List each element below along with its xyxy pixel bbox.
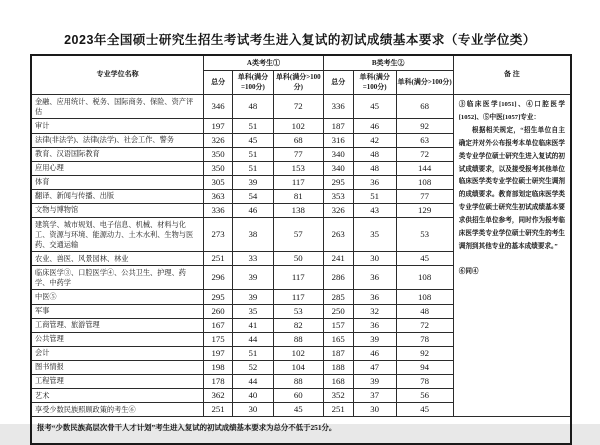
score-cell: 250 <box>323 304 353 318</box>
score-cell: 72 <box>396 147 453 161</box>
remark-note-cell <box>453 95 571 417</box>
score-cell: 197 <box>204 346 233 360</box>
score-cell: 129 <box>396 203 453 217</box>
degree-name-cell: 临床医学③、口腔医学④、公共卫生、护理、药学、中药学 <box>31 266 204 290</box>
score-cell: 251 <box>323 403 353 417</box>
score-cell: 175 <box>204 332 233 346</box>
score-cell: 108 <box>396 175 453 189</box>
score-cell: 260 <box>204 304 233 318</box>
score-cell: 81 <box>273 189 323 203</box>
score-cell: 60 <box>273 389 323 403</box>
score-cell: 362 <box>204 389 233 403</box>
score-cell: 39 <box>353 332 396 346</box>
score-cell: 57 <box>273 218 323 252</box>
score-cell: 350 <box>204 161 233 175</box>
score-cell: 251 <box>204 403 233 417</box>
score-cell: 263 <box>323 218 353 252</box>
page-title: 2023年全国硕士研究生招生考试考生进入复试的初试成绩基本要求（专业学位类） <box>64 33 536 47</box>
degree-name-cell: 翻译、新闻与传播、出版 <box>31 189 204 203</box>
score-cell: 153 <box>273 161 323 175</box>
score-cell: 30 <box>353 252 396 266</box>
score-cell: 138 <box>273 203 323 217</box>
score-table <box>30 54 572 445</box>
table-footnote-row <box>31 417 571 444</box>
header-row-groups <box>31 55 571 71</box>
score-cell: 82 <box>273 318 323 332</box>
score-cell: 30 <box>353 403 396 417</box>
score-cell: 51 <box>353 189 396 203</box>
score-cell: 117 <box>273 175 323 189</box>
score-cell: 88 <box>273 374 323 388</box>
score-cell: 35 <box>232 304 273 318</box>
score-cell: 350 <box>204 147 233 161</box>
score-cell: 336 <box>204 203 233 217</box>
degree-name-cell: 审计 <box>31 119 204 133</box>
score-cell: 38 <box>232 218 273 252</box>
score-cell: 68 <box>273 133 323 147</box>
score-cell: 48 <box>232 95 273 119</box>
score-cell: 198 <box>204 360 233 374</box>
score-cell: 54 <box>232 189 273 203</box>
score-cell: 36 <box>353 266 396 290</box>
degree-name-cell: 会计 <box>31 346 204 360</box>
score-cell: 165 <box>323 332 353 346</box>
score-cell: 51 <box>232 147 273 161</box>
column-header-total-a: 总分 <box>204 71 233 95</box>
score-cell: 78 <box>396 374 453 388</box>
score-cell: 45 <box>396 403 453 417</box>
score-cell: 102 <box>273 346 323 360</box>
score-cell: 77 <box>273 147 323 161</box>
remark-body: 根据相关规定，“招生单位自主确定并对外公布报考本单位临床医学类专业学位硕士研究生进入复试的初试成绩要求，以及接受报考其他单位临床医学类专业学位硕士研究生调剂的成绩要求。教育部划定临床医学类专业学位硕士研究生初试成绩基本要求供招生单位参考，同时作为报考临床医学类专业学位硕士研究生的考生调剂到其他专业的基本成绩要求。” <box>458 127 565 250</box>
score-cell: 56 <box>396 389 453 403</box>
score-cell: 157 <box>323 318 353 332</box>
degree-name-cell: 公共管理 <box>31 332 204 346</box>
score-cell: 48 <box>353 161 396 175</box>
score-cell: 108 <box>396 266 453 290</box>
table-row <box>31 95 571 119</box>
score-cell: 94 <box>396 360 453 374</box>
score-cell: 167 <box>204 318 233 332</box>
score-cell: 117 <box>273 266 323 290</box>
score-cell: 41 <box>232 318 273 332</box>
score-cell: 316 <box>323 133 353 147</box>
score-cell: 43 <box>353 203 396 217</box>
score-cell: 187 <box>323 346 353 360</box>
degree-name-cell: 军事 <box>31 304 204 318</box>
degree-name-cell: 教育、汉语国际教育 <box>31 147 204 161</box>
score-cell: 340 <box>323 147 353 161</box>
remark-heading: ③临床医学[1051]、④口腔医学[1052]、⑤中医[1057]专业： <box>458 101 565 122</box>
degree-name-cell: 工商管理、旅游管理 <box>31 318 204 332</box>
score-cell: 48 <box>353 147 396 161</box>
score-cell: 117 <box>273 290 323 304</box>
column-header-single100-b: 单科(满分=100分) <box>353 71 396 95</box>
score-cell: 286 <box>323 266 353 290</box>
score-cell: 51 <box>232 161 273 175</box>
score-cell: 178 <box>204 374 233 388</box>
score-cell: 251 <box>204 252 233 266</box>
score-cell: 241 <box>323 252 353 266</box>
degree-name-cell: 体育 <box>31 175 204 189</box>
score-cell: 78 <box>396 332 453 346</box>
score-cell: 45 <box>232 133 273 147</box>
score-cell: 35 <box>353 218 396 252</box>
score-cell: 273 <box>204 218 233 252</box>
score-cell: 144 <box>396 161 453 175</box>
degree-name-cell: 中医⑤ <box>31 290 204 304</box>
footnote-text: 报考“少数民族高层次骨干人才计划”考生进入复试的初试成绩基本要求为总分不低于251分。 <box>31 417 571 444</box>
score-cell: 72 <box>396 318 453 332</box>
score-cell: 47 <box>353 360 396 374</box>
score-cell: 285 <box>323 290 353 304</box>
score-cell: 39 <box>232 266 273 290</box>
column-header-group-a: A类考生① <box>204 55 323 71</box>
score-cell: 326 <box>204 133 233 147</box>
score-cell: 326 <box>323 203 353 217</box>
score-cell: 39 <box>353 374 396 388</box>
score-cell: 305 <box>204 175 233 189</box>
score-cell: 197 <box>204 119 233 133</box>
score-cell: 39 <box>232 290 273 304</box>
score-cell: 168 <box>323 374 353 388</box>
degree-name-cell: 图书情报 <box>31 360 204 374</box>
score-cell: 51 <box>232 346 273 360</box>
score-cell: 346 <box>204 95 233 119</box>
degree-name-cell: 建筑学、城市规划、电子信息、机械、材料与化工、资源与环境、能源动力、土木水利、生物与医药、交通运输 <box>31 218 204 252</box>
score-cell: 46 <box>353 346 396 360</box>
degree-name-cell: 文物与博物馆 <box>31 203 204 217</box>
score-cell: 50 <box>273 252 323 266</box>
score-cell: 53 <box>396 218 453 252</box>
score-cell: 92 <box>396 346 453 360</box>
score-cell: 45 <box>273 403 323 417</box>
score-cell: 44 <box>232 332 273 346</box>
score-cell: 72 <box>273 95 323 119</box>
column-header-group-b: B类考生② <box>323 55 453 71</box>
score-cell: 40 <box>232 389 273 403</box>
score-cell: 46 <box>232 203 273 217</box>
score-cell: 52 <box>232 360 273 374</box>
score-cell: 92 <box>396 119 453 133</box>
score-cell: 68 <box>396 95 453 119</box>
score-cell: 295 <box>204 290 233 304</box>
score-cell: 296 <box>204 266 233 290</box>
degree-name-cell: 法律(非法学)、法律(法学)、社会工作、警务 <box>31 133 204 147</box>
score-cell: 104 <box>273 360 323 374</box>
score-cell: 42 <box>353 133 396 147</box>
score-cell: 36 <box>353 175 396 189</box>
column-header-single100-a: 单科(满分=100分) <box>232 71 273 95</box>
score-cell: 108 <box>396 290 453 304</box>
score-cell: 353 <box>323 189 353 203</box>
score-cell: 44 <box>232 374 273 388</box>
score-cell: 102 <box>273 119 323 133</box>
degree-name-cell: 金融、应用统计、税务、国际商务、保险、资产评估 <box>31 95 204 119</box>
score-cell: 88 <box>273 332 323 346</box>
score-cell: 340 <box>323 161 353 175</box>
score-cell: 37 <box>353 389 396 403</box>
column-header-remark: 备 注 <box>453 55 571 95</box>
score-cell: 36 <box>353 290 396 304</box>
score-cell: 33 <box>232 252 273 266</box>
score-cell: 45 <box>353 95 396 119</box>
score-cell: 51 <box>232 119 273 133</box>
score-cell: 39 <box>232 175 273 189</box>
column-header-single-over100-a: 单科(满分>100分) <box>273 71 323 95</box>
column-header-total-b: 总分 <box>323 71 353 95</box>
score-cell: 45 <box>396 252 453 266</box>
score-cell: 77 <box>396 189 453 203</box>
score-cell: 46 <box>353 119 396 133</box>
degree-name-cell: 应用心理 <box>31 161 204 175</box>
score-cell: 30 <box>232 403 273 417</box>
score-cell: 63 <box>396 133 453 147</box>
degree-name-cell: 艺术 <box>31 389 204 403</box>
score-cell: 36 <box>353 318 396 332</box>
score-cell: 53 <box>273 304 323 318</box>
score-cell: 188 <box>323 360 353 374</box>
remark-tail: ⑥同④ <box>458 268 479 276</box>
score-cell: 48 <box>396 304 453 318</box>
score-cell: 187 <box>323 119 353 133</box>
score-cell: 295 <box>323 175 353 189</box>
column-header-degree-name: 专业学位名称 <box>31 55 204 95</box>
score-cell: 32 <box>353 304 396 318</box>
score-cell: 352 <box>323 389 353 403</box>
degree-name-cell: 享受少数民族照顾政策的考生⑥ <box>31 403 204 417</box>
degree-name-cell: 工程管理 <box>31 374 204 388</box>
degree-name-cell: 农业、兽医、风景园林、林业 <box>31 252 204 266</box>
score-cell: 336 <box>323 95 353 119</box>
score-cell: 363 <box>204 189 233 203</box>
column-header-single-over100-b: 单科(满分>100分) <box>396 71 453 95</box>
